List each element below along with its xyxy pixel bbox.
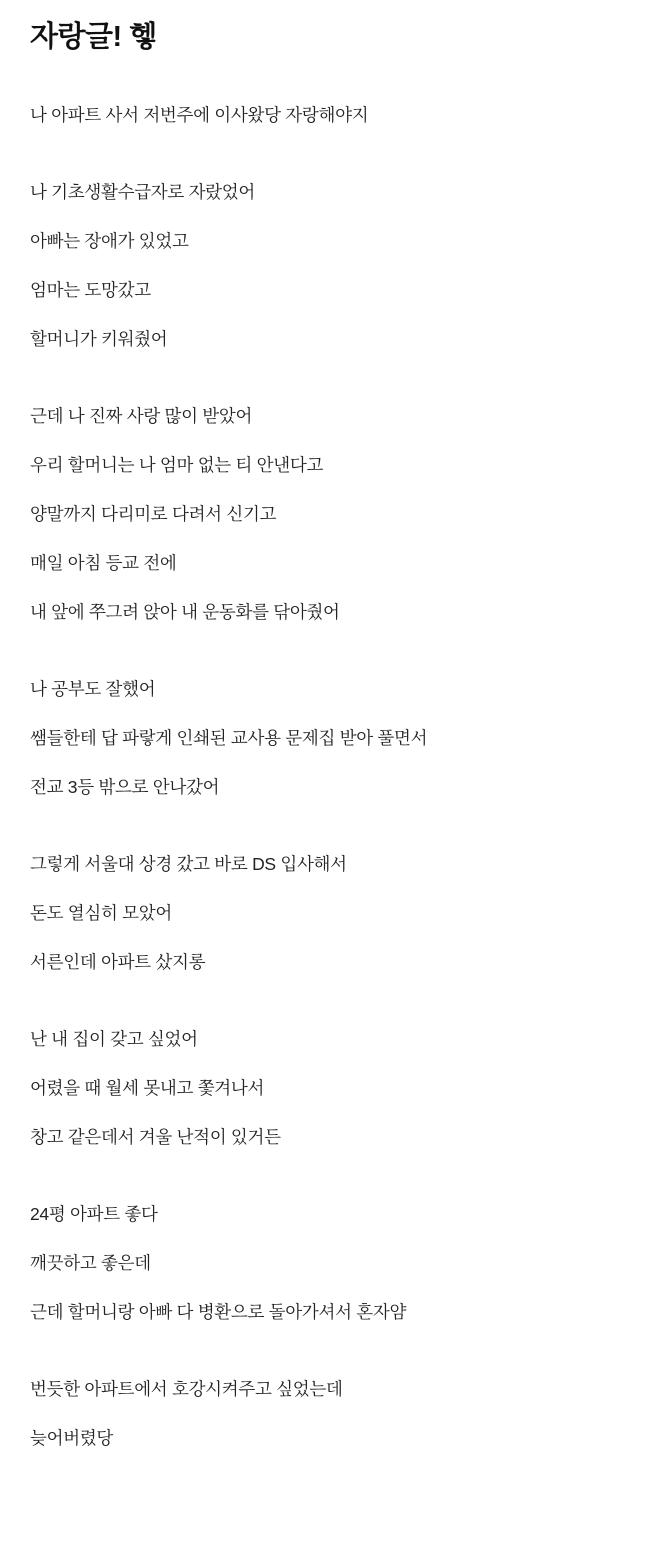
post-line: 나 공부도 잘했어	[30, 679, 156, 700]
post-line: 내 앞에 쭈그려 앉아 내 운동화를 닦아줬어	[30, 602, 340, 623]
post-line: 할머니가 키워줬어	[30, 329, 168, 350]
post-line: 서른인데 아파트 샀지롱	[30, 952, 206, 973]
post-line: 근데 나 진짜 사랑 많이 받았어	[30, 406, 253, 427]
post-line: 어렸을 때 월세 못내고 쫓겨나서	[30, 1078, 265, 1099]
post-paragraph	[30, 392, 628, 637]
post-line: 쌤들한테 답 파랗게 인쇄된 교사용 문제집 받아 풀면서	[30, 728, 428, 749]
post-line: 근데 할머니랑 아빠 다 병환으로 돌아가셔서 혼자얌	[30, 1302, 407, 1323]
post-line: 번듯한 아파트에서 호강시켜주고 싶었는데	[30, 1379, 343, 1400]
post-line: 매일 아침 등교 전에	[30, 553, 177, 574]
post-line: 나 아파트 사서 저번주에 이사왔당 자랑해야지	[30, 105, 369, 126]
post-paragraph	[30, 1190, 628, 1337]
post-line: 돈도 열심히 모았어	[30, 903, 172, 924]
post-line: 깨끗하고 좋은데	[30, 1253, 151, 1274]
post-line: 양말까지 다리미로 다려서 신기고	[30, 504, 277, 525]
post-line: 그렇게 서울대 상경 갔고 바로 DS 입사해서	[30, 854, 347, 875]
post-line: 늦어버렸당	[30, 1428, 114, 1449]
post-paragraph	[30, 1365, 628, 1463]
post-line: 우리 할머니는 나 엄마 없는 티 안낸다고	[30, 455, 324, 476]
post-paragraph	[30, 665, 628, 812]
post-paragraph	[30, 1015, 628, 1162]
post-line: 아빠는 장애가 있었고	[30, 231, 189, 252]
post-line: 난 내 집이 갖고 싶었어	[30, 1029, 198, 1050]
post-line: 엄마는 도망갔고	[30, 280, 151, 301]
post-body	[30, 91, 628, 1463]
post-paragraph	[30, 168, 628, 364]
page-title: 자랑글! 헿	[30, 21, 157, 53]
post-line: 24평 아파트 좋다	[30, 1204, 158, 1225]
post-paragraph	[30, 840, 628, 987]
post-paragraph	[30, 91, 628, 140]
post-line: 창고 같은데서 겨울 난적이 있거든	[30, 1127, 281, 1148]
post-line: 나 기초생활수급자로 자랐었어	[30, 182, 255, 203]
post-line: 전교 3등 밖으로 안나갔어	[30, 777, 220, 798]
